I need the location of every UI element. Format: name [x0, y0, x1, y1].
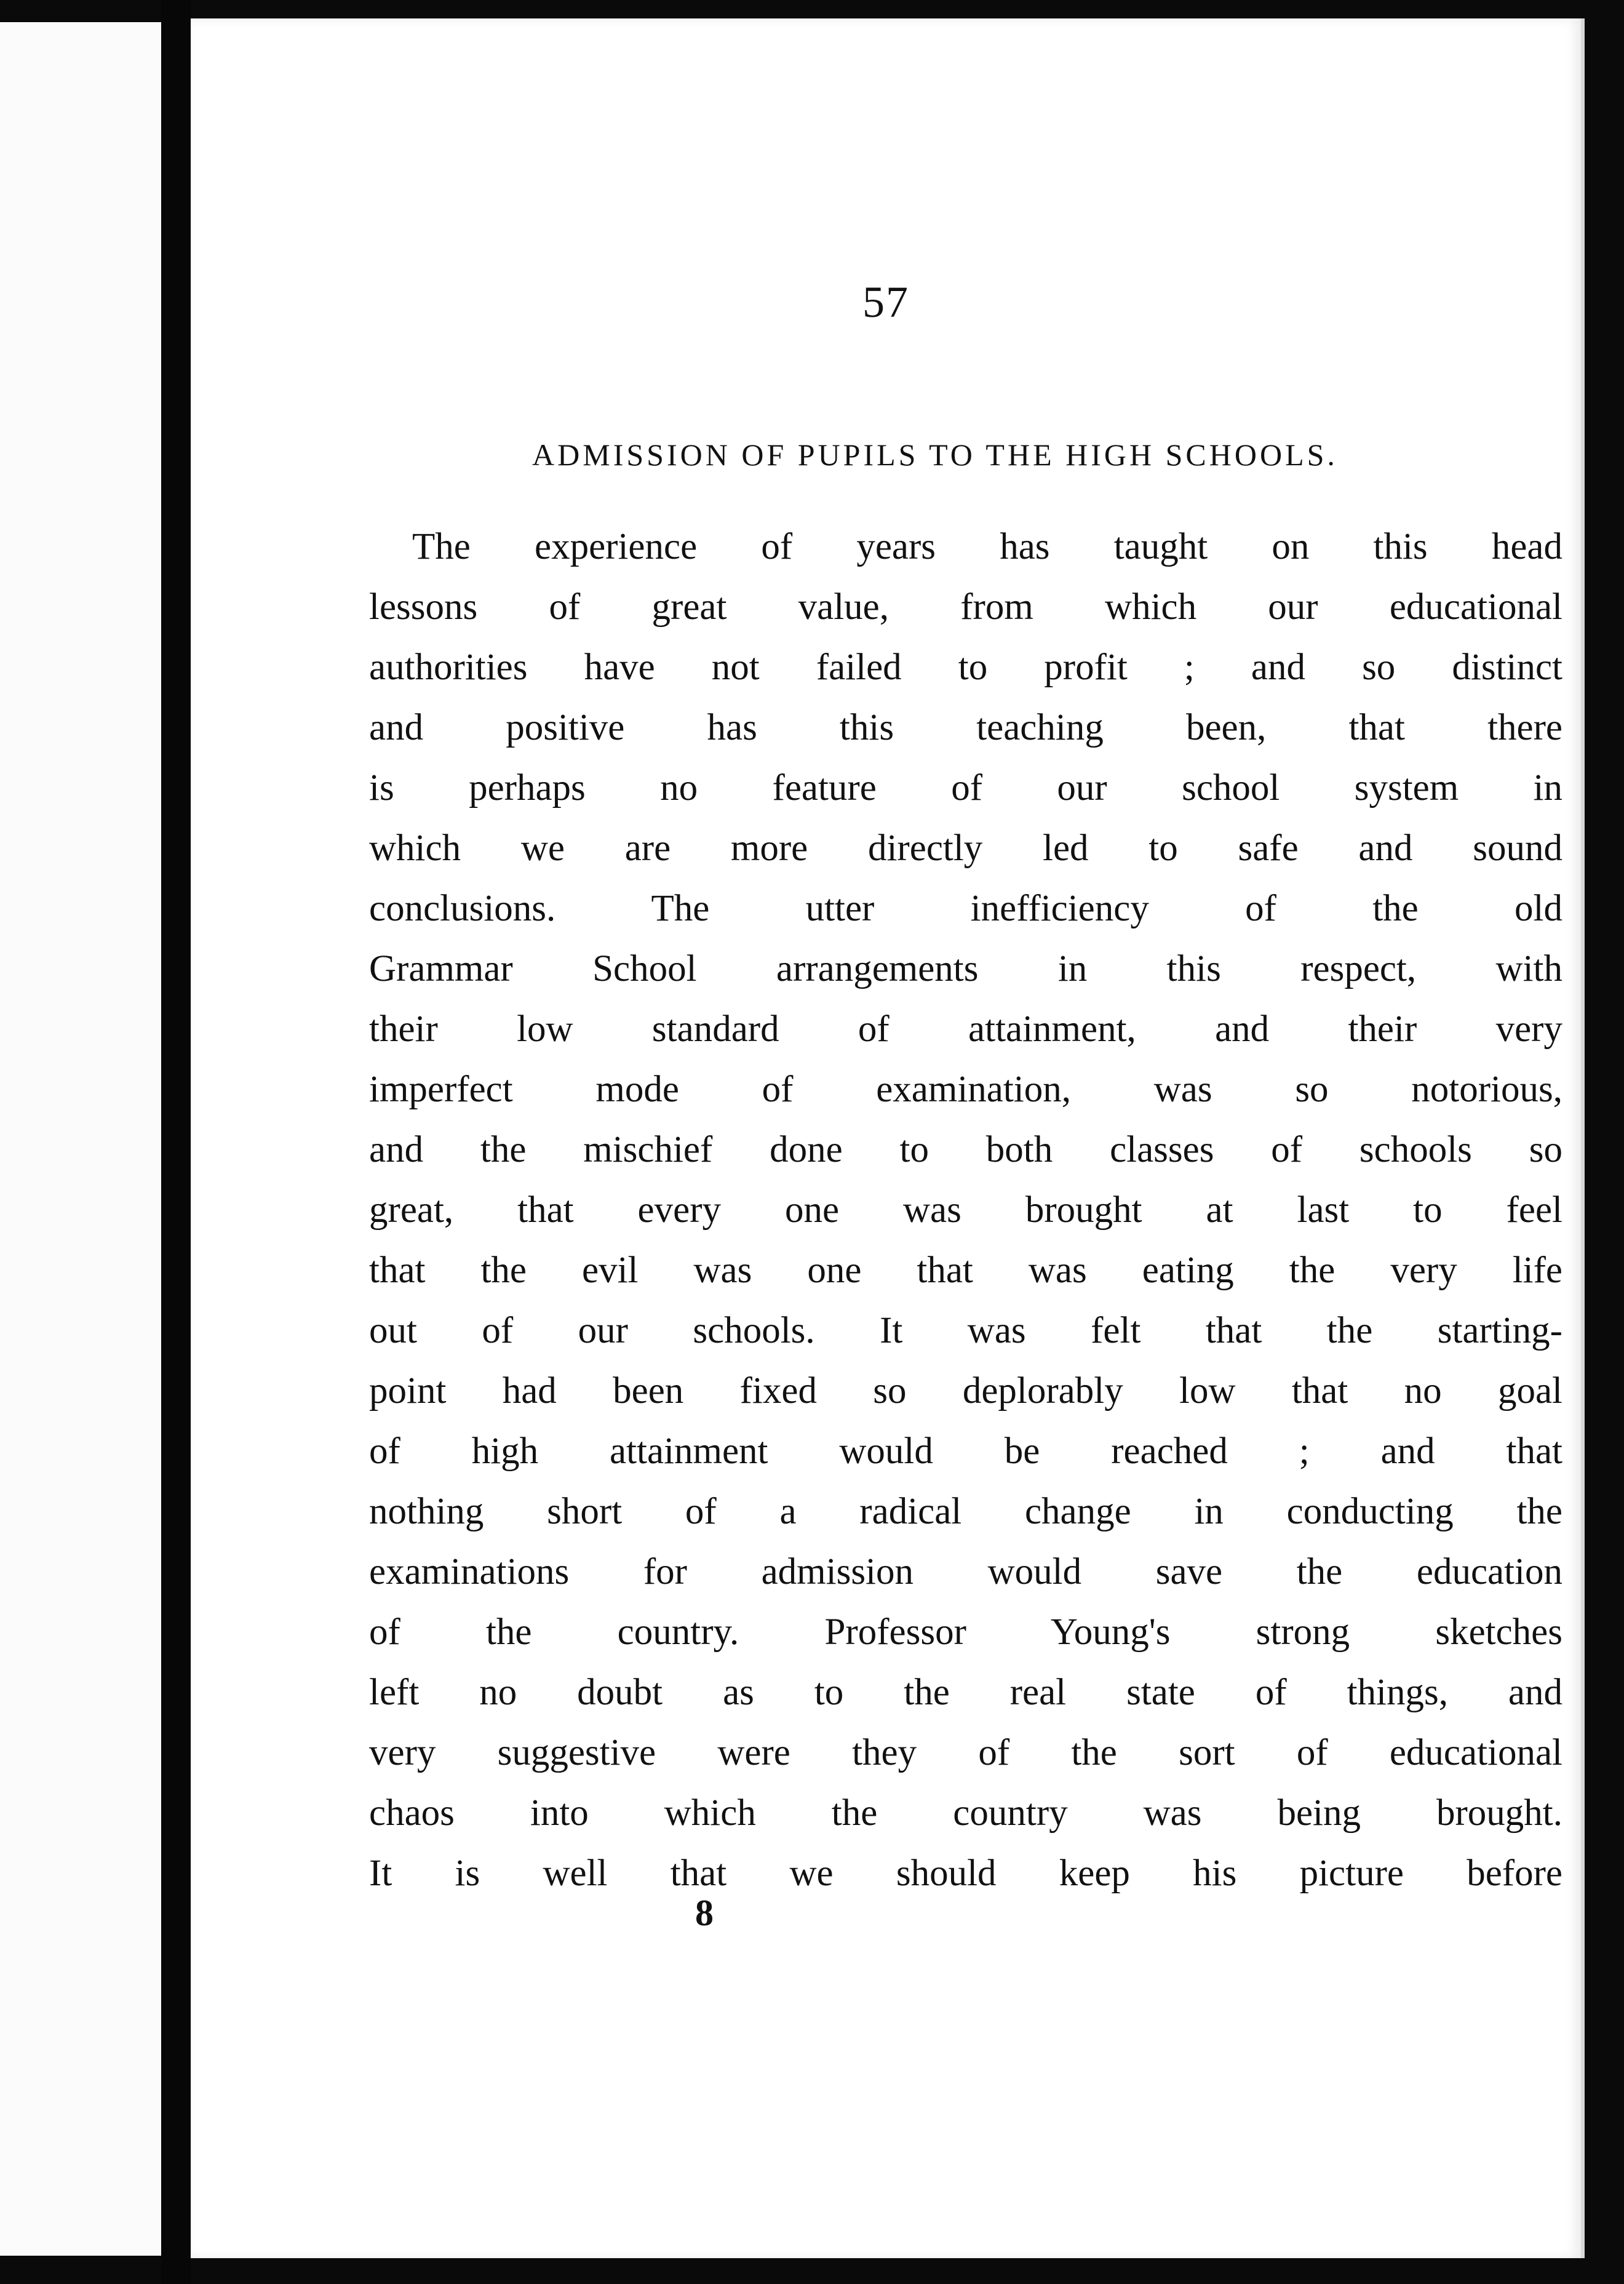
- text-line: that the evil was one that was eating the very life: [369, 1250, 1562, 1291]
- text-line: imperfect mode of examination, was so notorious,: [369, 1069, 1562, 1110]
- left-page-edge: [0, 22, 162, 2256]
- text-line: conclusions. The utter inefficiency of the old: [369, 888, 1562, 929]
- text-line: nothing short of a radical change in conducting the: [369, 1491, 1562, 1532]
- text-line: of the country. Professor Young's strong sketches: [369, 1611, 1562, 1653]
- signature-mark: 8: [695, 1893, 714, 1933]
- text-line: of high attainment would be reached ; and that: [369, 1431, 1562, 1472]
- text-line: left no doubt as to the real state of things, and: [369, 1672, 1562, 1713]
- page-number: 57: [862, 278, 909, 327]
- text-line: Grammar School arrangements in this respect, with: [369, 948, 1562, 989]
- text-line: out of our schools. It was felt that the starting-: [369, 1310, 1562, 1351]
- text-line: It is well that we should keep his picture before: [369, 1853, 1562, 1894]
- text-line: authorities have not failed to profit ; and so distinct: [369, 647, 1562, 688]
- text-line: great, that every one was brought at last to feel: [369, 1189, 1562, 1231]
- text-line: and the mischief done to both classes of schools so: [369, 1129, 1562, 1170]
- text-line: point had been fixed so deplorably low that no goal: [369, 1370, 1562, 1412]
- text-line: and positive has this teaching been, that there: [369, 707, 1562, 748]
- text-line: examinations for admission would save the education: [369, 1551, 1562, 1592]
- text-line: which we are more directly led to safe and sound: [369, 828, 1562, 869]
- text-line: their low standard of attainment, and their very: [369, 1008, 1562, 1050]
- section-heading: ADMISSION OF PUPILS TO THE HIGH SCHOOLS.: [532, 437, 1338, 472]
- body-text: [369, 517, 1562, 1904]
- text-line: is perhaps no feature of our school system in: [369, 767, 1562, 809]
- book-page: [191, 18, 1585, 2258]
- text-line: The experience of years has taught on this head: [412, 526, 1562, 567]
- text-line: lessons of great value, from which our educational: [369, 586, 1562, 628]
- binding-gutter: [161, 0, 191, 2284]
- text-line: chaos into which the country was being brought.: [369, 1792, 1562, 1834]
- text-line: very suggestive were they of the sort of educational: [369, 1732, 1562, 1773]
